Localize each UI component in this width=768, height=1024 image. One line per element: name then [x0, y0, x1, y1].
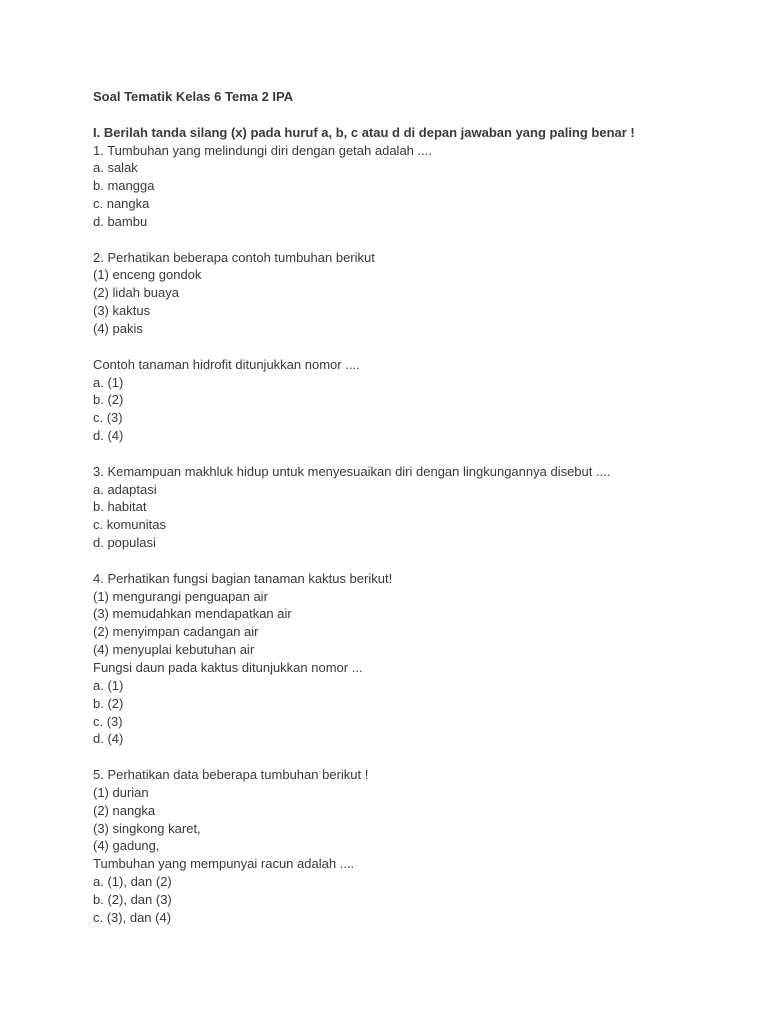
q3-option-d: d. populasi	[93, 535, 156, 551]
spacer	[93, 552, 753, 570]
q3-option-c: c. komunitas	[93, 517, 166, 533]
question-3: 3. Kemampuan makhluk hidup untuk menyesuaikan diri dengan lingkungannya disebut ....	[93, 463, 611, 479]
q2-item-1: (1) enceng gondok	[93, 267, 202, 283]
question-5: 5. Perhatikan data beberapa tumbuhan berikut !	[93, 767, 369, 783]
q1-option-a: a. salak	[93, 160, 138, 176]
q5-item-1: (1) durian	[93, 784, 149, 800]
q4-option-d: d. (4)	[93, 731, 124, 747]
question-4: 4. Perhatikan fungsi bagian tanaman kaktus berikut!	[93, 570, 393, 586]
q4-prompt: Fungsi daun pada kaktus ditunjukkan nomor ...	[93, 660, 363, 675]
q4-item-1: (1) mengurangi penguapan air	[93, 588, 268, 604]
q2-option-a: a. (1)	[93, 374, 124, 390]
spacer	[93, 748, 753, 766]
question-2: 2. Perhatikan beberapa contoh tumbuhan berikut	[93, 249, 375, 265]
q1-option-c: c. nangka	[93, 196, 150, 212]
q2-item-2: (2) lidah buaya	[93, 285, 179, 301]
q3-option-b: b. habitat	[93, 499, 147, 515]
question-1: 1. Tumbuhan yang melindungi diri dengan getah adalah ....	[93, 142, 432, 158]
q1-option-d: d. bambu	[93, 213, 148, 229]
q2-item-3: (3) kaktus	[93, 303, 151, 319]
q2-option-b: b. (2)	[93, 392, 124, 408]
spacer	[93, 338, 753, 356]
q2-option-d: d. (4)	[93, 428, 124, 444]
q4-option-c: c. (3)	[93, 713, 123, 729]
q2-prompt: Contoh tanaman hidrofit ditunjukkan nomor ....	[93, 356, 360, 372]
q5-item-4: (4) gadung,	[93, 838, 160, 854]
q4-option-b: b. (2)	[93, 695, 124, 711]
q3-option-a: a. adaptasi	[93, 481, 157, 497]
q5-item-3: (3) singkong karet,	[93, 820, 201, 836]
spacer	[93, 445, 753, 463]
q1-option-b: b. mangga	[93, 178, 155, 194]
q4-item-4: (4) menyuplai kebutuhan air	[93, 642, 255, 658]
q5-item-2: (2) nangka	[93, 802, 156, 818]
q4-item-3: (2) menyimpan cadangan air	[93, 624, 259, 640]
spacer	[93, 231, 753, 249]
q5-option-c: c. (3), dan (4)	[93, 909, 172, 925]
spacer	[93, 106, 753, 124]
document-title: Soal Tematik Kelas 6 Tema 2 IPA	[93, 89, 294, 104]
q2-option-c: c. (3)	[93, 410, 123, 426]
section-instruction: I. Berilah tanda silang (x) pada huruf a, b, c atau d di depan jawaban yang paling benar !	[93, 124, 635, 140]
q4-item-2: (3) memudahkan mendapatkan air	[93, 606, 292, 622]
q2-item-4: (4) pakis	[93, 320, 143, 336]
q5-option-a: a. (1), dan (2)	[93, 874, 172, 890]
q5-prompt: Tumbuhan yang mempunyai racun adalah ....	[93, 856, 355, 872]
q4-option-a: a. (1)	[93, 677, 124, 693]
document-body	[93, 88, 753, 927]
q5-option-b: b. (2), dan (3)	[93, 891, 172, 907]
